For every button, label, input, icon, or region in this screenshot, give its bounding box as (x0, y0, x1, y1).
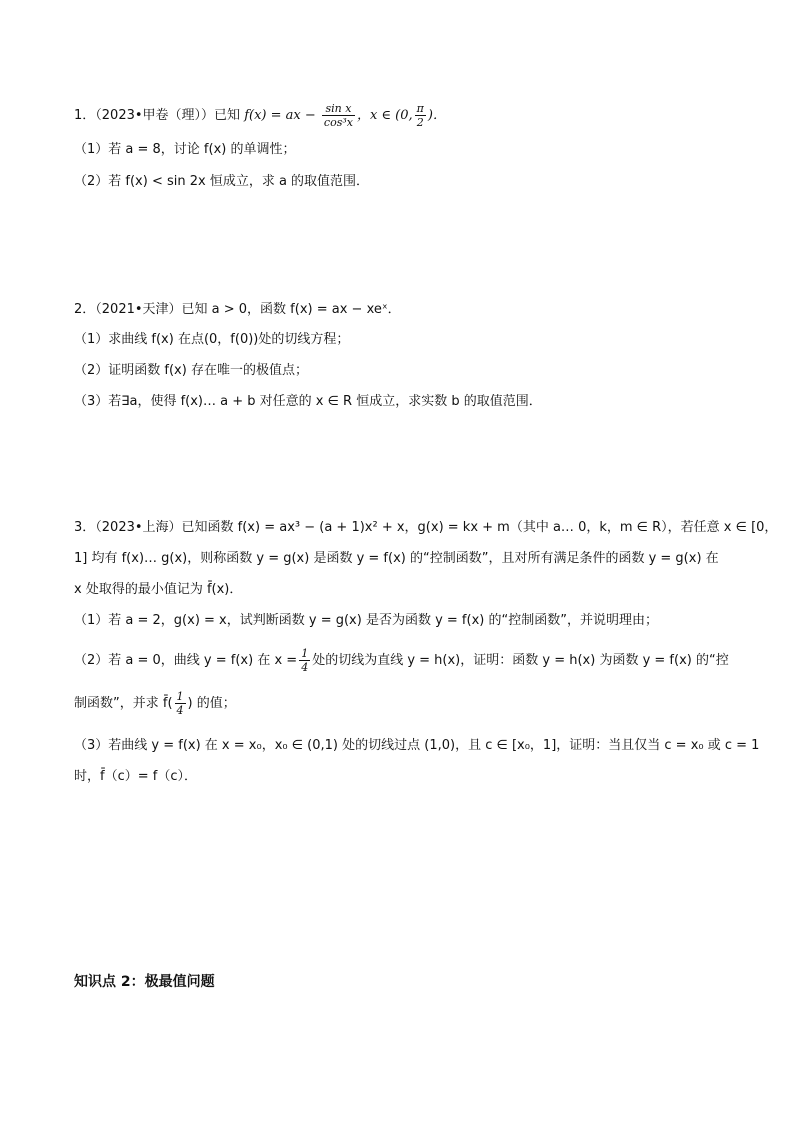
problem-1-stem (74, 102, 754, 129)
problem-3-stem-line-3: x 处取得的最小值记为 f̄(x)． (74, 582, 243, 597)
problem-2-stem: 2．（2021•天津）已知 a > 0，函数 f(x) = ax − xeˣ． (74, 302, 401, 317)
problem-1-part-1: （1）若 a = 8，讨论 f(x) 的单调性； (74, 142, 296, 157)
problem-3-part-1: （1）若 a = 2，g(x) = x，试判断函数 y = g(x) 是否为函数 y = f(x) 的“控制函数”，并说明理由； (74, 613, 658, 628)
problem-3-part-3-line-2: 时，f̄（c）= f（c）． (74, 769, 197, 784)
stem-domain: ，x ∈ (0, (356, 108, 413, 123)
problem-3-part-3-line-1: （3）若曲线 y = f(x) 在 x = x₀，x₀ ∈ (0,1) 处的切线过点 (1,0)，且 c ∈ [x₀，1]，证明：当且仅当 c = x₀ 或 c = 1 (74, 738, 760, 753)
stem-fraction: $\frac{\text{sin x}}{\text{cos³x}}$ (323, 102, 353, 129)
problem-2-part-1: （1）求曲线 f(x) 在点(0，f(0))处的切线方程； (74, 332, 350, 347)
pi-over-2-fraction: $\frac{\pi}{2}$ (416, 102, 424, 129)
problem-source: （2023•甲卷（理）） (95, 108, 215, 123)
problem-3-stem-line-2: 1] 均有 f(x)… g(x)，则称函数 y = g(x) 是函数 y = f(x) 的“控制函数”，且对所有满足条件的函数 y = g(x) 在 (74, 551, 719, 566)
one-quarter-fraction: $\frac{1}{4}$ (301, 647, 309, 674)
problem-3-stem-line-1: 3．（2023•上海）已知函数 f(x) = ax³ − (a + 1)x² + x，g(x) = kx + m（其中 a… 0，k，m ∈ R），若任意 x ∈ [0， (74, 520, 778, 535)
stem-formula: f(x) = ax − (244, 108, 316, 123)
problem-1-part-2: （2）若 f(x) < sin 2x 恒成立，求 a 的取值范围． (74, 174, 370, 189)
one-quarter-fraction-2: $\frac{1}{4}$ (176, 690, 184, 717)
problem-3-part-2-line-1: （2）若 a = 0，曲线 y = f(x) 在 x = $\frac{1}{4}$ 处的切线为直线 y = h(x)，证明：函数 y = h(x) 为函数 y = f(x) 的“控 (74, 647, 729, 674)
problem-2-part-3: （3）若∃a，使得 f(x)… a + b 对任意的 x ∈ R 恒成立，求实数 b 的取值范围． (74, 394, 542, 409)
problem-number: 1． (74, 108, 96, 123)
problem-3-part-2-line-2: 制函数”，并求 f̄( $\frac{1}{4}$ ) 的值； (74, 690, 236, 717)
stem-end: )． (427, 108, 446, 123)
problem-2-part-2: （2）证明函数 f(x) 存在唯一的极值点； (74, 363, 308, 378)
section-heading: 知识点 2：极最值问题 (74, 974, 215, 990)
stem-text: 已知 (214, 108, 241, 123)
